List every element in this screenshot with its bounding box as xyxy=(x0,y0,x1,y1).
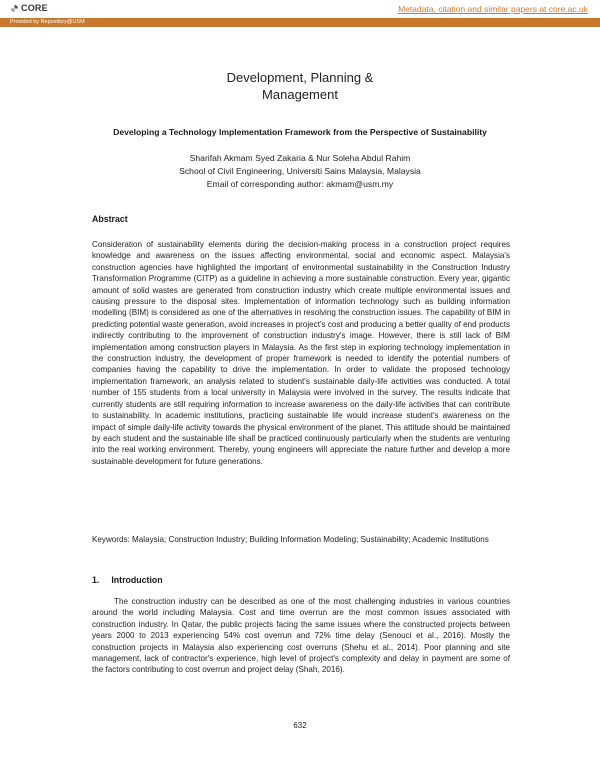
provided-by-bar xyxy=(0,18,600,27)
keywords: Keywords: Malaysia; Construction Industry; Building Information Modeling; Sustainability; Academic Institutions xyxy=(92,535,489,544)
journal-title xyxy=(0,69,600,103)
journal-title-line-1: Development, Planning & xyxy=(226,70,374,85)
section-number: 1. xyxy=(92,575,100,585)
core-label: CORE xyxy=(21,3,48,13)
top-bar xyxy=(0,0,600,18)
paper-title: Developing a Technology Implementation Framework from the Perspective of Sustainability xyxy=(113,127,487,137)
author-names: Sharifah Akmam Syed Zakaria & Nur Soleha Abdul Rahim xyxy=(189,153,411,163)
metadata-link[interactable]: Metadata, citation and similar papers at core.ac.uk xyxy=(398,4,588,14)
author-affiliation: School of Civil Engineering, Universiti Sains Malaysia, Malaysia xyxy=(179,166,421,176)
abstract-body: Consideration of sustainability elements during the decision-making process in a construction project requires knowledge and awareness on the issues affecting environmental, social and economic aspect. Malaysia's construction agencies have highlighted the important of environmental sustainability in the Construction Industry Transformation Programme (CITP) as a guideline in achieving a more sustainable construction. Every year, gigantic amount of solid wastes are generated from construction industry which create multiple environmental issues and causing pressure to the disposal sites. Implementation of information technology such as building information modelling (BIM) is considered as one of the alternatives in resolving the construction issues. The capability of BIM in predicting potential waste generation, avoid increases in project's cost and producing a better quality of end products indirectly contributing to the improvement of construction industry's image. However, there is still lack of BIM implementation among construction players in Malaysia. As the first step in exploring technology implementation in the construction industry, the development of proper framework is needed to identify the potential numbers of companies having the capability to drive the implementation. In order to validate the proposed technology implementation framework, an analysis related to student's sustainable daily-life activities was conducted. A total number of 155 students from a local university in Malaysia were involved in the survey. The results indicate that currently students are still requiring information to increase awareness on the daily-life activities that can contribute to sustainability. In academic institutions, practicing sustainable life would increase student's awareness on the impact of simple daily-life activity towards the physical environment of the planet. This attitude should be maintained by each student and the sustainable life shall be practiced continuously particularly when the students are venturing into the real working environment. Thereby, young engineers will appreciate the nature further and develop a more sustainable development for future generations. xyxy=(92,240,510,466)
author-block xyxy=(0,152,600,191)
abstract-heading: Abstract xyxy=(92,214,128,224)
page-number: 632 xyxy=(293,721,307,730)
core-logo-icon xyxy=(10,4,19,13)
corresponding-email: Email of corresponding author: akmam@usm.my xyxy=(206,179,394,189)
core-logo[interactable] xyxy=(10,3,48,13)
section-title: Introduction xyxy=(111,575,163,585)
provided-by-text[interactable]: Provided by Repository@USM xyxy=(10,19,85,25)
section-heading-introduction xyxy=(92,575,163,585)
introduction-body: The construction industry can be described as one of the most challenging industries in various countries around the world including Malaysia. Cost and time overrun are the most common issues associated with construction industry. In Qatar, the public projects facing the same issues where the constructed projects between years 2000 to 2013 experiencing 54% cost overrun and 72% time delay (Senouci et al., 2016). Mostly the construction projects in Malaysia also experiencing cost overruns (Shehu et al., 2014). Poor planning and site management, lack of contractor's experience, high level of project's complexity and delay in payment are some of the factors contributing to cost overrun and project delay (Shah, 2016). xyxy=(92,597,510,675)
journal-title-line-2: Management xyxy=(262,87,338,102)
